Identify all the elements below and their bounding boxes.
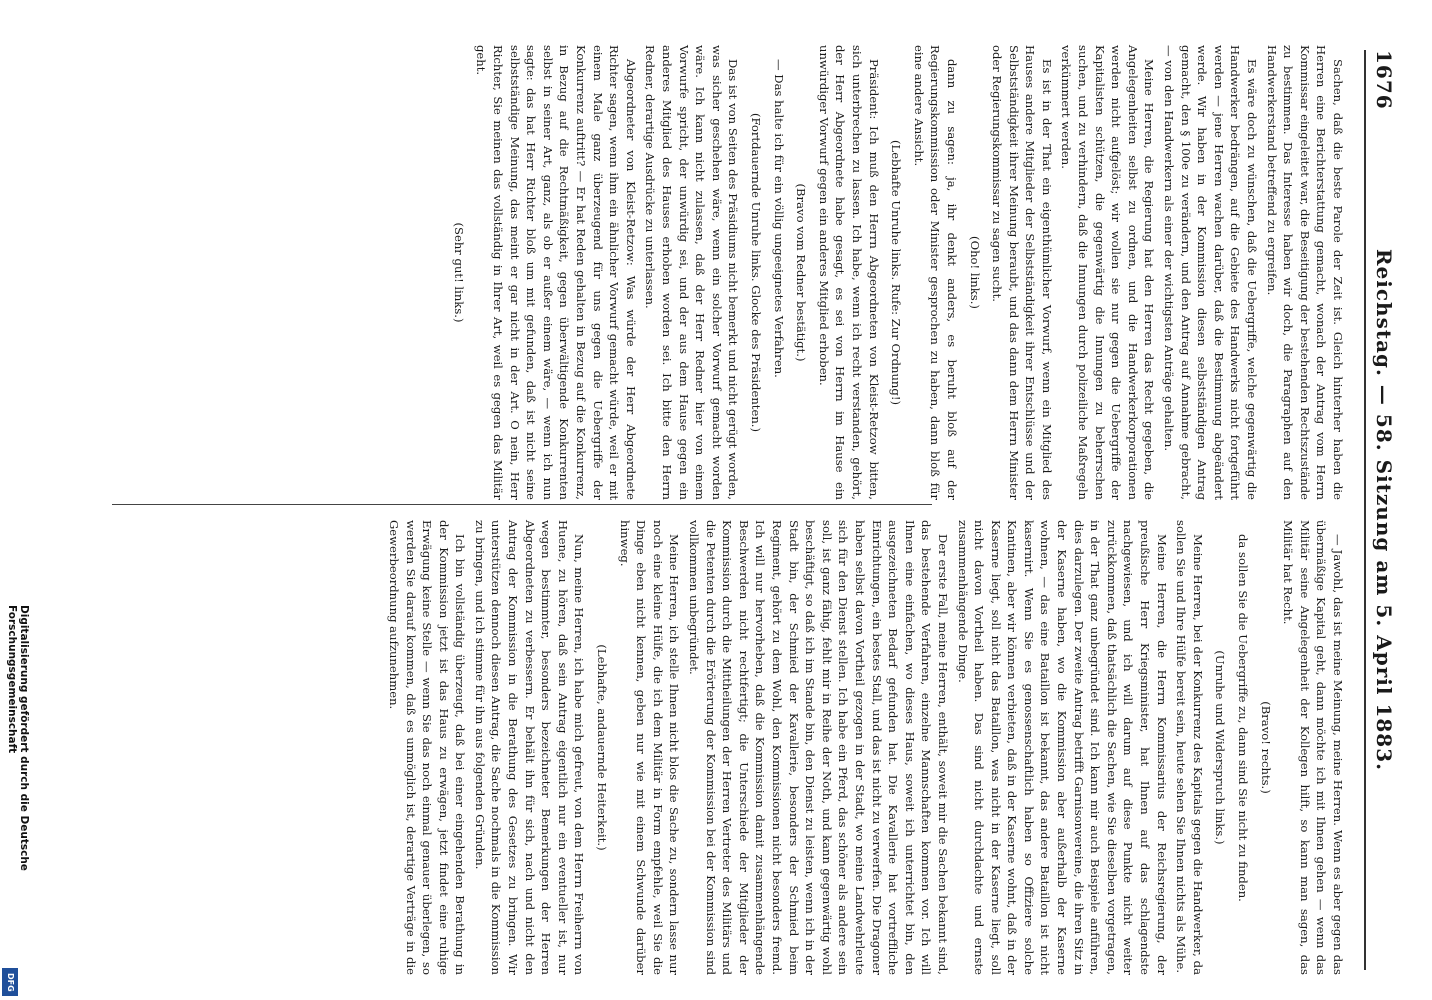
paragraph: (Fortdauernde Unruhe links. Glocke des Präsidenten.) — [749, 112, 763, 433]
paragraph: Meine Herren, ich stelle Ihnen nicht blos die Sache zu, sondern lasse nur noch eine kleine Hülfe, die ich dem Militär in Form empfehle, weil Sie die Dinge eben nicht kennen, geben nur wie mit einem Schwunde darüber hinweg. — [617, 520, 682, 975]
paragraph: (Oho! links.) — [967, 236, 982, 309]
rotated-scanned-page — [92, 30, 1402, 990]
digitization-credit: Digitalisierung gefördert durch die Deutsche Forschungsgemeinschaft — [6, 605, 30, 871]
page-header — [1364, 50, 1402, 970]
paragraph: (Lebhafte Unruhe links. Rufe: Zur Ordnung!) — [889, 139, 904, 406]
paragraph: (Sehr gut! links.) — [451, 222, 466, 323]
paragraph: — Das halte ich für ein völlig ungeeignetes Verfahren. — [771, 59, 786, 378]
paragraph: Abgeordneter von Kleist-Retzow: Was würde der Herr Abgeordnete Richter sagen, wenn ihm ein ähnlicher Vorwurf gemacht würde, weil er mit einem Male ganz überzeugend für uns gegen die Uebergriffe der Konkurrenz auftritt? — Er hat Reden gehalten in Bezug auf die Konkurrenz, in Bezug auf die Rechtmäßigkeit, gegen überwältigende Konkurrenten selbst in seiner Art, ganz, als ob er außer einem wäre, — wenn ich nun sagte: das hat Herr Richter bloß um mit gefunden, daß ist nicht seine selbstständige Meinung, das meint er gar nicht in der Art. O nein, Herr Richter, Sie meinen das vollständig in Ihrer Art, weil es gegen das Militär geht. — [474, 45, 638, 500]
dfg-logo-icon: DFG — [2, 968, 18, 996]
text-column-left — [444, 45, 1346, 500]
page-number: 1676 — [1372, 50, 1396, 110]
text-column-right — [382, 520, 1346, 975]
paragraph: Ich bin vollständig überzeugt, daß bei einer eingehenden Berathung in der Kommission jetzt ist das Haus zu erwägen, jetzt findet eine ruhige Erwägung keine Stelle — wenn Sie das noch einmal genauer überlegen, so werden Sie darauf kommen, daß es unmöglich ist, derartige Verträge in die Gewerbeordnung aufzunehmen. — [386, 520, 468, 975]
paragraph: da sollen Sie die Uebergriffe zu, dann sind Sie nicht zu finden. — [1236, 534, 1251, 902]
page-title: Reichstag. — 58. Sitzung am 5. April 1883. — [1372, 248, 1396, 772]
paragraph: Meine Herren, die Herrn Kommissarius der Reichsregierung, der preußische Herr Kriegsminister, hat Ihnen auf das schlagendste nachgewiesen, und ich will darum auf diese Punkte nicht weiter zurückkommen, daß thatsächlich die Sachen, wie Sie dieselben vorgetragen, in der That ganz unbegründet sind. Ich kann mir auch Beispiele anführen, dies darzulegen. Der zweite Antrag betrifft Garnisonvereine, die ihren Sitz in der Kaserne haben, wo die Kommission aber außerhalb der Kaserne wohnen, — das eine Bataillon ist bekannt, das andere Bataillon ist nicht kasernirt. Wenn Sie es genossenschaftlich haben so Offiziere solche Kantinen, aber wir können verbieten, daß in der Kaserne wohnt, daß in der Kaserne liegt, soll nicht das Bataillon, was nicht in der Kaserne liegt, soll nicht davon Vortheil haben. Das sind nicht durchdachte und ernste zusammenhängende Dinge. — [955, 520, 1169, 975]
paragraph: (Bravo vom Redner bestätigt.) — [794, 183, 809, 362]
paragraph: Es ist in der That ein eigenthümlicher Vorwurf, wenn ein Mitglied des Hauses andere Mitglieder der Selbstständigkeit ihrer Entschlüsse und der Selbstständigkeit ihrer Meinung beraubt, und das dann dem Herrn Minister oder Regierungskommissar zu sagen sucht. — [990, 45, 1054, 500]
paragraph: (Unruhe und Widerspruch links.) — [1213, 650, 1228, 845]
paragraph: Es wäre doch zu wünschen, daß die Uebergriffe, welche gegenwärtig die Handwerker bedrängen, auf die Gebiete des Handwerks nicht fortgeführt werden — jene Herren wachen darüber, daß die Bestimmung abgeändert werde. Wir haben in der Kommission diesen selbstständigen Antrag gemacht, den § 100e zu verändern, und den Antrag auf Annahme gebracht, — von den Handwerkern als einer der wichtigsten Anträge gehalten. — [1162, 45, 1260, 500]
paragraph: dann zu sagen: ja, ihr denkt anders, es beruht bloß auf der Regierungskommission oder Minister gesprochen zu haben, dann bloß für eine andere Ansicht. — [911, 45, 959, 500]
paragraph: Meine Herren, die Regierung hat den Herren das Recht gegeben, die Angelegenheiten selbst zu ordnen, und die Handwerkerkorporationen werden nicht aufgelöst; wir wollen sie nur gegen die Uebergriffe der Kapitalisten schützen, die gegenwärtig die Innungen zu beherrschen suchen, und zu verhindern, daß die Innungen durch polizeiliche Maßregeln verkümmert werden. — [1059, 45, 1157, 500]
paragraph: — Jawohl, das ist meine Meinung, meine Herren. Wenn es aber gegen das übermäßige Kapital geht, dann möchte ich mit Ihnen gehen — wenn das Militär seine Angelegenheit der Kollegen hilft, so kann man sagen, das Militär hat Recht. — [1281, 520, 1345, 975]
paragraph: (Lebhafte, andauernde Heiterkeit.) — [595, 644, 610, 851]
paragraph: Der erste Fall, meine Herren, enthält, soweit mir die Sachen bekannt sind, das bestehende Verfahren, einzelne Mannschaften kommen vor. Ich will Ihnen eine einfachen, wo dieses Haus, soweit ich unterrichtet bin, den ausgezeichneten Bedarf gefunden hat. Die Kavallerie hat vortreffliche Einrichtungen, ein bestes Stall, und das ist nicht zu verwerfen. Die Dragoner haben selbst davon Vortheil gezogen in der Stadt, wo meine Landwehrleute sich für den Dienst stellen. Ich habe ein Pferd, das schöner als andere sein soll, ist ganz fähig, fehlt mir in Reihe der Noth, und kann gegenwärtig wohl beschäftigt, so daß ich im Stande bin, den Dienst zu leisten, wenn ich in der Stadt bin, der Schmied der Kavallerie, besonders der Schmied beim Regiment, gehört zu dem Wohl, den Kommissionen nicht besonders fremd. Ich will nur hervorheben, daß die Kommission damit zusammenhängende Beschwerden nicht rechtfertigt; die Unterschiede der Mitglieder der Kommission durch die Mittheilungen der Herren Vertreter des Militärs und die Petenten durch die Erörterung der Kommission bei der Kommission sind vollkommen unbegründet. — [687, 520, 950, 975]
paragraph: Nun, meine Herren, ich habe mich gefreut, von dem Herrn Freiherrn von Huene, zu hören, daß sein Antrag eigentlich nur ein eventueller ist, nur wegen bestimmter, besonders bezeichneter Bemerkungen der Herren Abgeordneten zu verbessern. Er behält ihn für sich, nach und nicht den Antrag der Kommission in die Berathung des Gesetzes zu bringen. Wir unterstützen dennoch diesen Antrag, die Sache nochmals in die Kommission zu bringen, und ich stimme für ihn aus folgenden Gründen. — [472, 520, 587, 975]
paragraph: Sachen, daß die beste Parole der Zeit ist. Gleich hinterher haben die Herren eine Berichterstattung gemacht, wonach der Antrag vom Herrn Kommissar eingeleitet war, die Beseitigung der bestehenden Rechtszustände zu bestimmen. Das Interesse haben wir doch, die Paragraphen auf den Handwerkerstand betreffend zu ergreifen. — [1264, 45, 1345, 500]
column-divider — [112, 504, 932, 505]
paragraph: Meine Herren, bei der Konkurrenz des Kapitals gegen die Handwerker, da sollen Sie und Ihre Hülfe bereit sein, heute sehen Sie Ihnen nichts als Mühe. — [1174, 520, 1205, 975]
paragraph: Das ist von Seiten des Präsidiums nicht bemerkt und nicht gerügt worden, was sicher geschehen wäre, wenn ein solcher Vorwurf gemacht worden wäre. Ich kann nicht zulassen, daß der Herr Redner hier von einem Vorwurfe spricht, der unwürdig sei, und der aus dem Hause gegen ein anderes Mitglied des Hauses erhoben worden sei. Ich bitte den Herrn Redner, derartige Ausdrücke zu unterlassen. — [643, 45, 741, 500]
paragraph: (Bravo! rechts.) — [1258, 701, 1273, 794]
paragraph: Präsident: Ich muß den Herrn Abgeordneten von Kleist-Retzow bitten, sich unterbrechen zu lassen. Ich habe, wenn ich recht verstanden, gehört, der Herr Abgeordnete habe gesagt, es sei von Herrn im Hause ein unwürdiger Vorwurf gegen ein anderes Mitglied erhoben. — [816, 45, 881, 500]
